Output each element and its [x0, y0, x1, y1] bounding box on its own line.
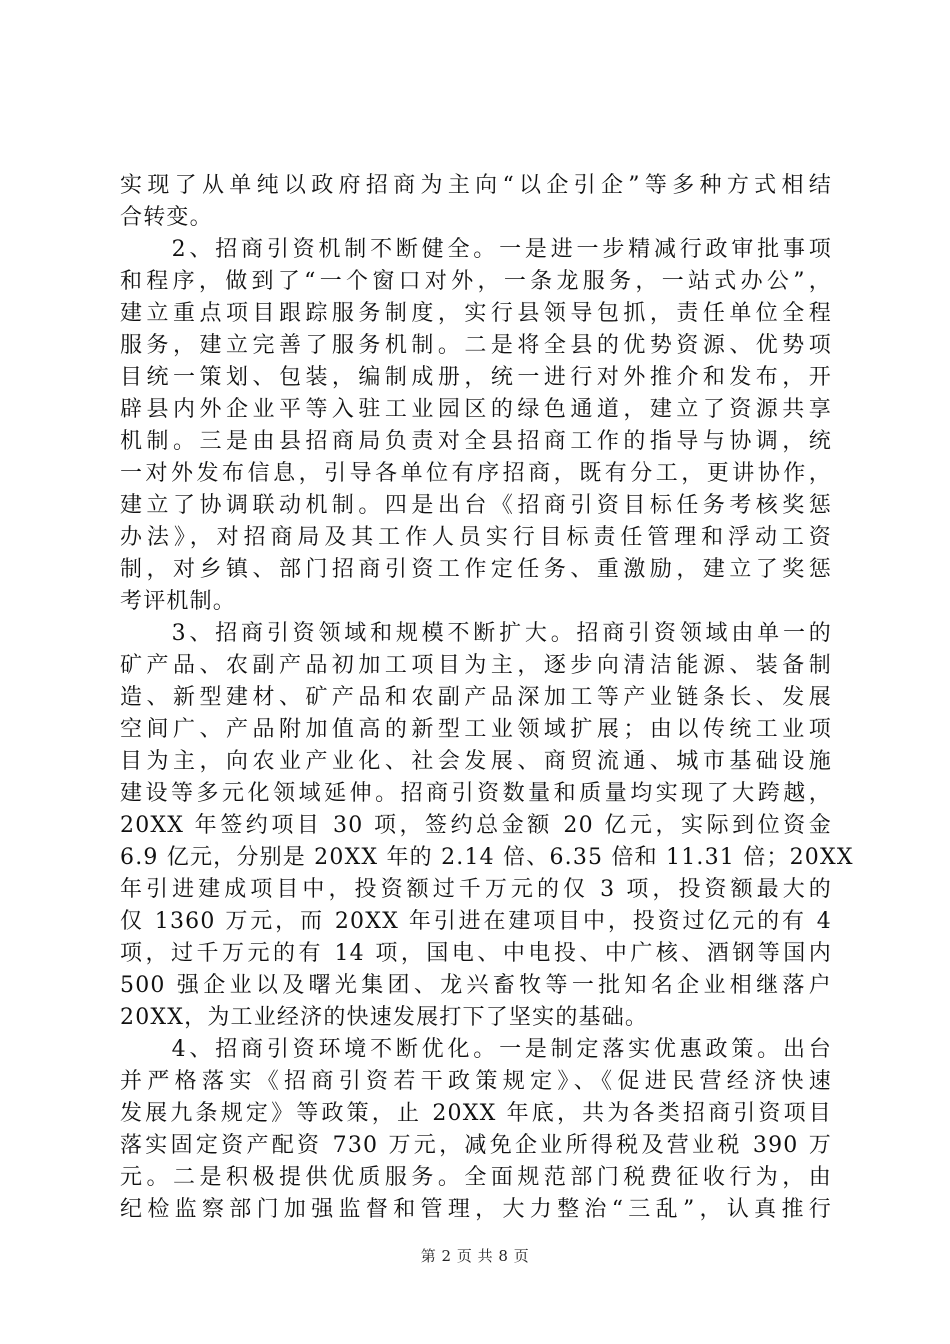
- text-line: 建设等多元化领域延伸。招商引资数量和质量均实现了大跨越，: [120, 781, 832, 806]
- text-line: 纪检监察部门加强监督和管理，大力整治“三乱”，认真推行: [120, 1197, 832, 1222]
- text-line: 年引进建成项目中，投资额过千万元的仅 3 项，投资额最大的: [120, 877, 832, 902]
- text-line: 空间广、产品附加值高的新型工业领域扩展；由以传统工业项: [120, 717, 832, 742]
- text-line: 6.9 亿元，分别是 20XX 年的 2.14 倍、6.35 倍和 11.31 倍；20XX: [120, 845, 854, 870]
- text-line: 建立了协调联动机制。四是出台《招商引资目标任务考核奖惩: [120, 493, 832, 518]
- page-number-footer: 第 2 页 共 8 页: [420, 1247, 530, 1265]
- body-text: [120, 170, 854, 1226]
- text-line: 20XX 年签约项目 30 项，签约总金额 20 亿元，实际到位资金: [120, 813, 832, 838]
- text-line: 500 强企业以及曙光集团、龙兴畜牧等一批知名企业相继落户: [120, 973, 832, 998]
- text-line: 3、招商引资领域和规模不断扩大。招商引资领域由单一的: [120, 621, 832, 646]
- text-line: 并严格落实《招商引资若干政策规定》、《促进民营经济快速: [120, 1069, 832, 1094]
- text-line: 20XX，为工业经济的快速发展打下了坚实的基础。: [120, 1005, 649, 1030]
- text-line: 目统一策划、包装，编制成册，统一进行对外推介和发布，开: [120, 365, 832, 390]
- text-line: 4、招商引资环境不断优化。一是制定落实优惠政策。出台: [120, 1037, 832, 1062]
- text-line: 办法》，对招商局及其工作人员实行目标责任管理和浮动工资: [120, 525, 832, 550]
- text-line: 2、招商引资机制不断健全。一是进一步精减行政审批事项: [120, 237, 832, 262]
- text-line: 和程序，做到了“一个窗口对外，一条龙服务，一站式办公”，: [120, 269, 832, 294]
- text-line: 项，过千万元的有 14 项，国电、中电投、中广核、酒钢等国内: [120, 941, 832, 966]
- text-line: 制，对乡镇、部门招商引资工作定任务、重激励，建立了奖惩: [120, 557, 832, 582]
- text-line: 一对外发布信息，引导各单位有序招商，既有分工，更讲协作，: [120, 461, 832, 486]
- text-line: 目为主，向农业产业化、社会发展、商贸流通、城市基础设施: [120, 749, 832, 774]
- text-line: 机制。三是由县招商局负责对全县招商工作的指导与协调，统: [120, 429, 832, 454]
- text-line: 落实固定资产配资 730 万元，减免企业所得税及营业税 390 万: [120, 1133, 832, 1158]
- text-line: 考评机制。: [120, 589, 237, 614]
- text-line: 元。二是积极提供优质服务。全面规范部门税费征收行为，由: [120, 1165, 832, 1190]
- text-line: 实现了从单纯以政府招商为主向“以企引企”等多种方式相结: [120, 173, 832, 198]
- text-line: 仅 1360 万元，而 20XX 年引进在建项目中，投资过亿元的有 4: [120, 909, 832, 934]
- text-line: 服务，建立完善了服务机制。二是将全县的优势资源、优势项: [120, 333, 832, 358]
- text-line: 造、新型建材、矿产品和农副产品深加工等产业链条长、发展: [120, 685, 832, 710]
- text-line: 合转变。: [120, 205, 213, 230]
- text-line: 矿产品、农副产品初加工项目为主，逐步向清洁能源、装备制: [120, 653, 832, 678]
- text-line: 建立重点项目跟踪服务制度，实行县领导包抓，责任单位全程: [120, 301, 832, 326]
- text-line: 发展九条规定》等政策，止 20XX 年底，共为各类招商引资项目: [120, 1101, 832, 1126]
- text-line: 辟县内外企业平等入驻工业园区的绿色通道，建立了资源共享: [120, 397, 832, 422]
